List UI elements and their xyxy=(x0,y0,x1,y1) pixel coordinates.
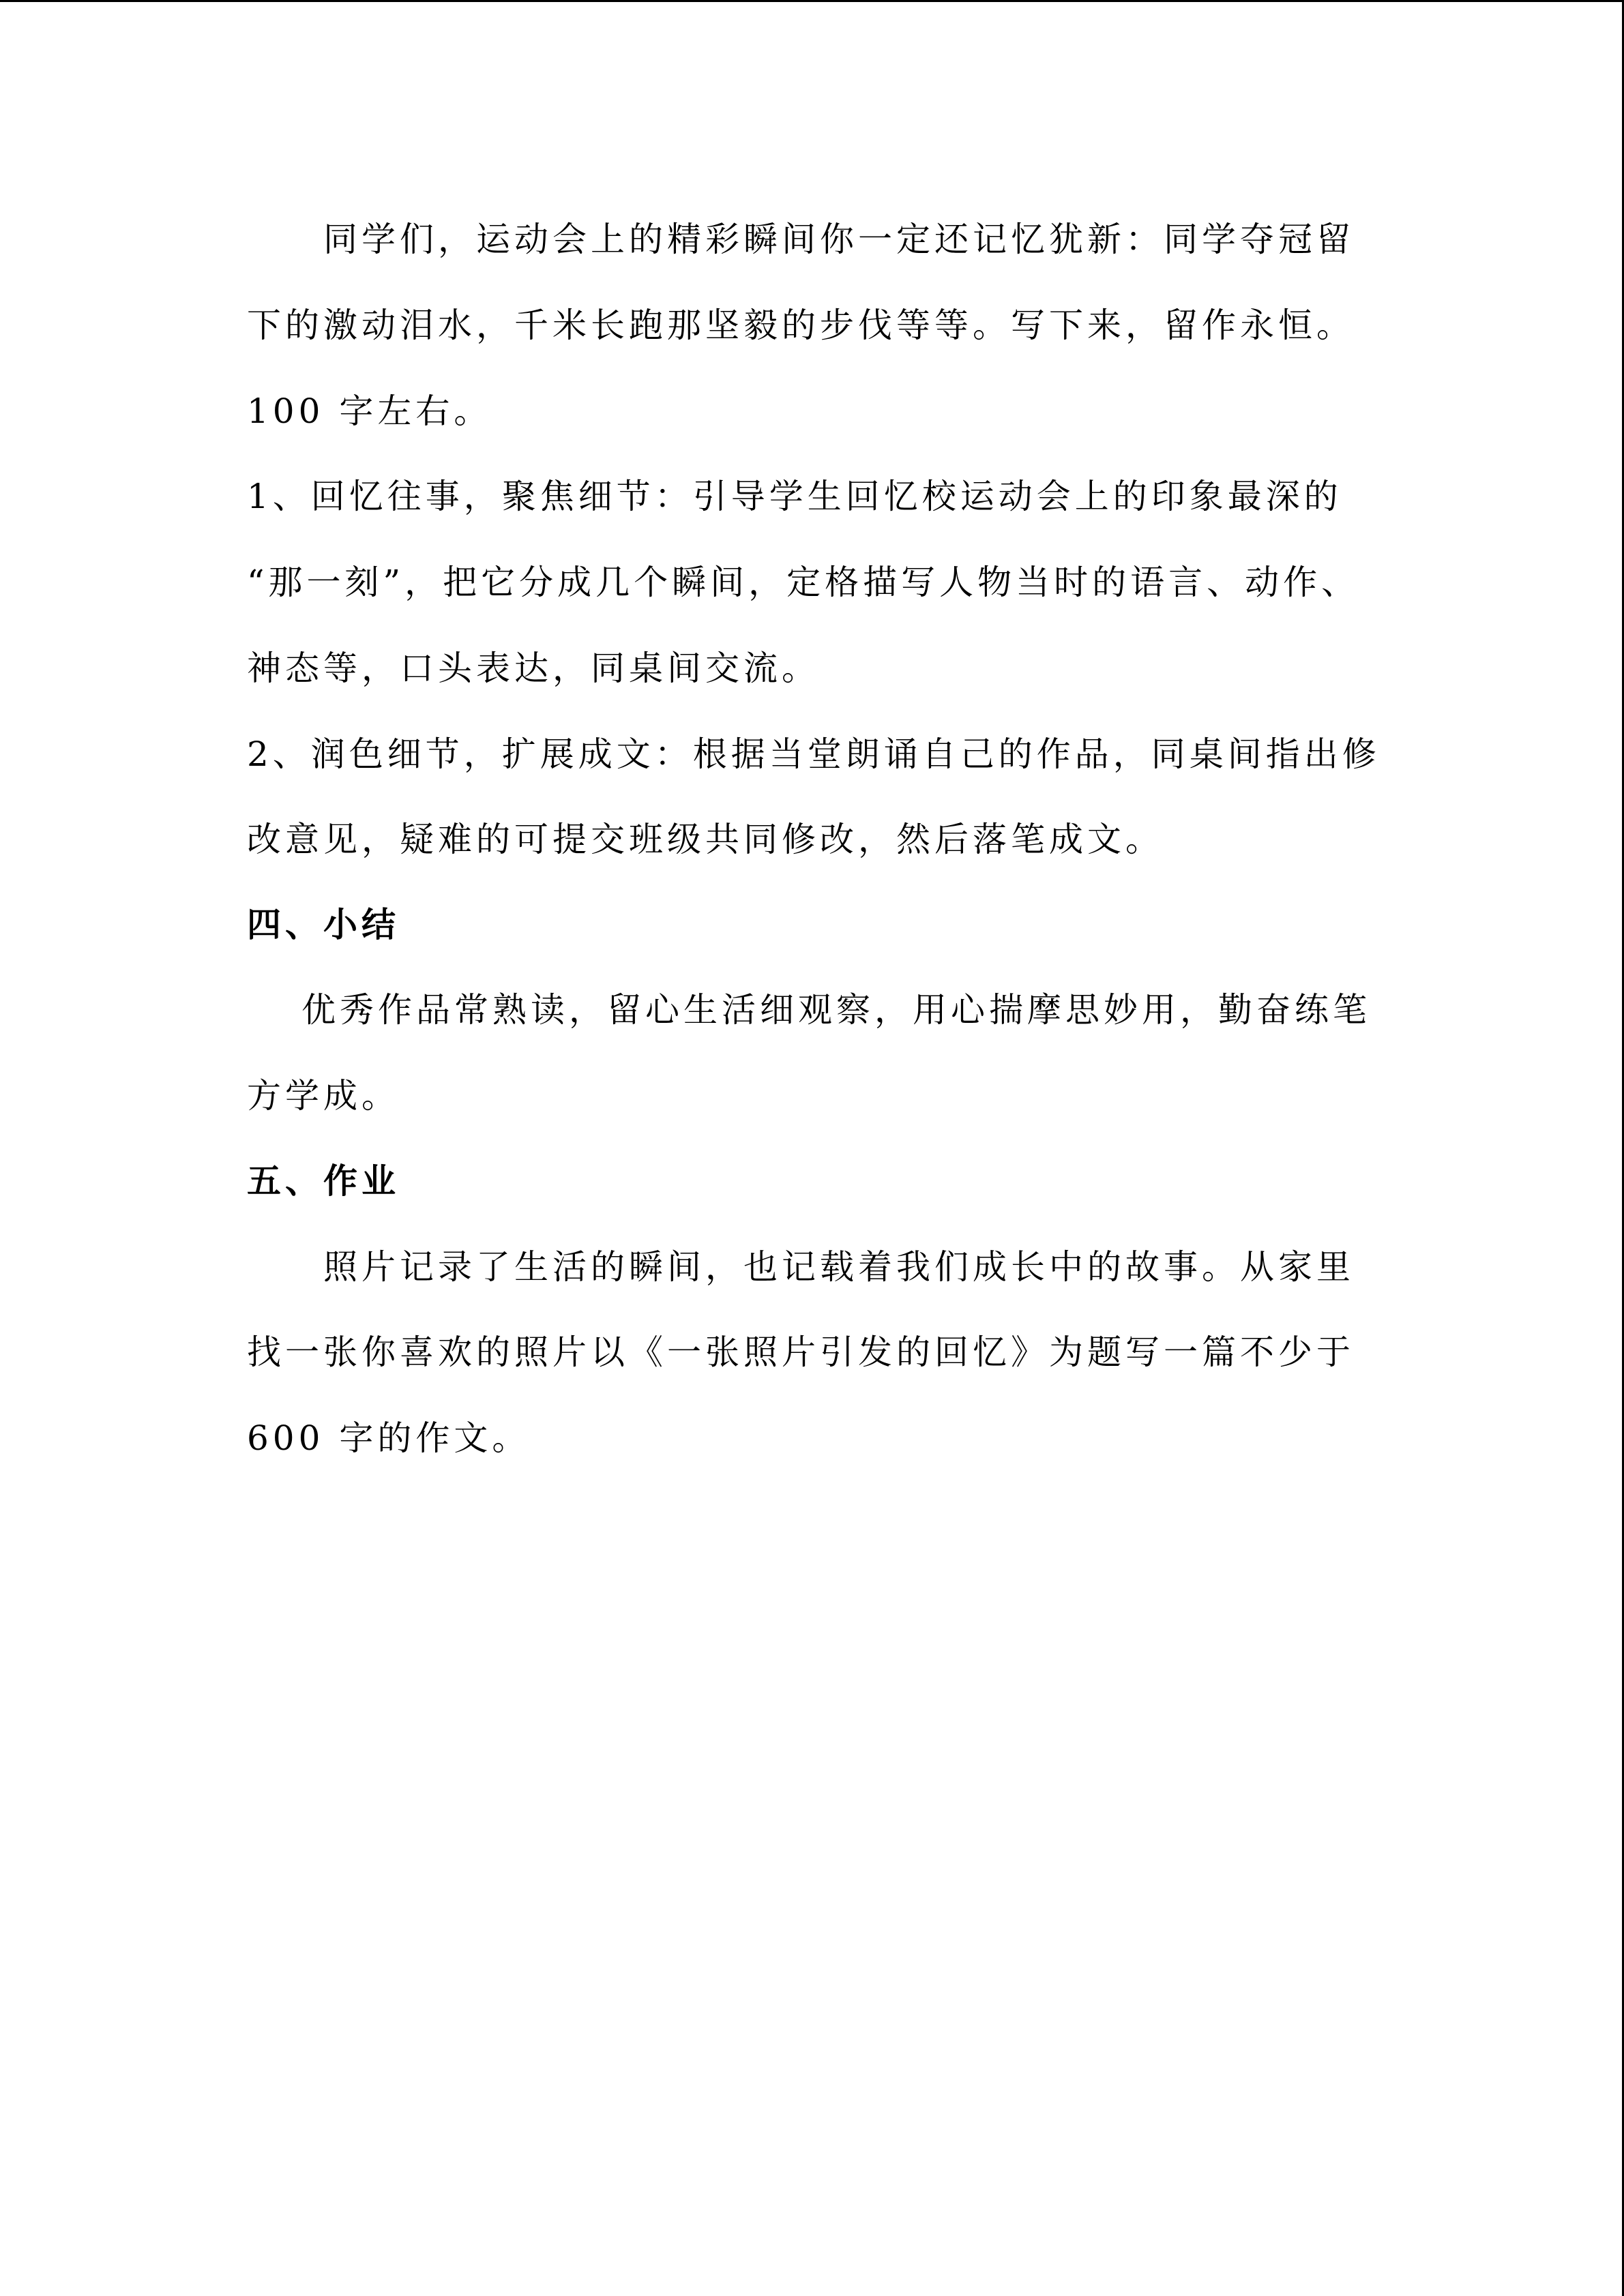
list-item-line: 2、润色细节，扩展成文：根据当堂朗诵自己的作品，同桌间指出修 xyxy=(247,734,1381,774)
section-heading-summary: 四、小结 xyxy=(247,905,400,944)
list-item-line: 1、回忆往事，聚焦细节：引导学生回忆校运动会上的印象最深的 xyxy=(247,477,1342,516)
paragraph-line: 优秀作品常熟读，留心生活细观察，用心揣摩思妙用，勤奋练笔 xyxy=(301,990,1371,1030)
paragraph-line: 同学们，运动会上的精彩瞬间你一定还记忆犹新：同学夺冠留 xyxy=(323,220,1355,259)
list-item-line: 神态等，口头表达，同桌间交流。 xyxy=(247,648,820,688)
paragraph-line: 100 字左右。 xyxy=(247,391,492,431)
list-item-line: 改意见，疑难的可提交班级共同修改，然后落笔成文。 xyxy=(247,820,1164,859)
paragraph-line: 照片记录了生活的瞬间，也记载着我们成长中的故事。从家里 xyxy=(323,1247,1355,1287)
paragraph-line: 下的激动泪水，千米长跑那坚毅的步伐等等。写下来，留作永恒。 xyxy=(247,305,1355,345)
section-heading-homework: 五、作业 xyxy=(247,1161,400,1201)
paragraph-line: 600 字的作文。 xyxy=(247,1418,531,1458)
list-item-line: “那一刻”，把它分成几个瞬间，定格描写人物当时的语言、动作、 xyxy=(247,563,1360,602)
paragraph-line: 找一张你喜欢的照片以《一张照片引发的回忆》为题写一篇不少于 xyxy=(247,1332,1355,1372)
paragraph-line: 方学成。 xyxy=(247,1076,400,1116)
